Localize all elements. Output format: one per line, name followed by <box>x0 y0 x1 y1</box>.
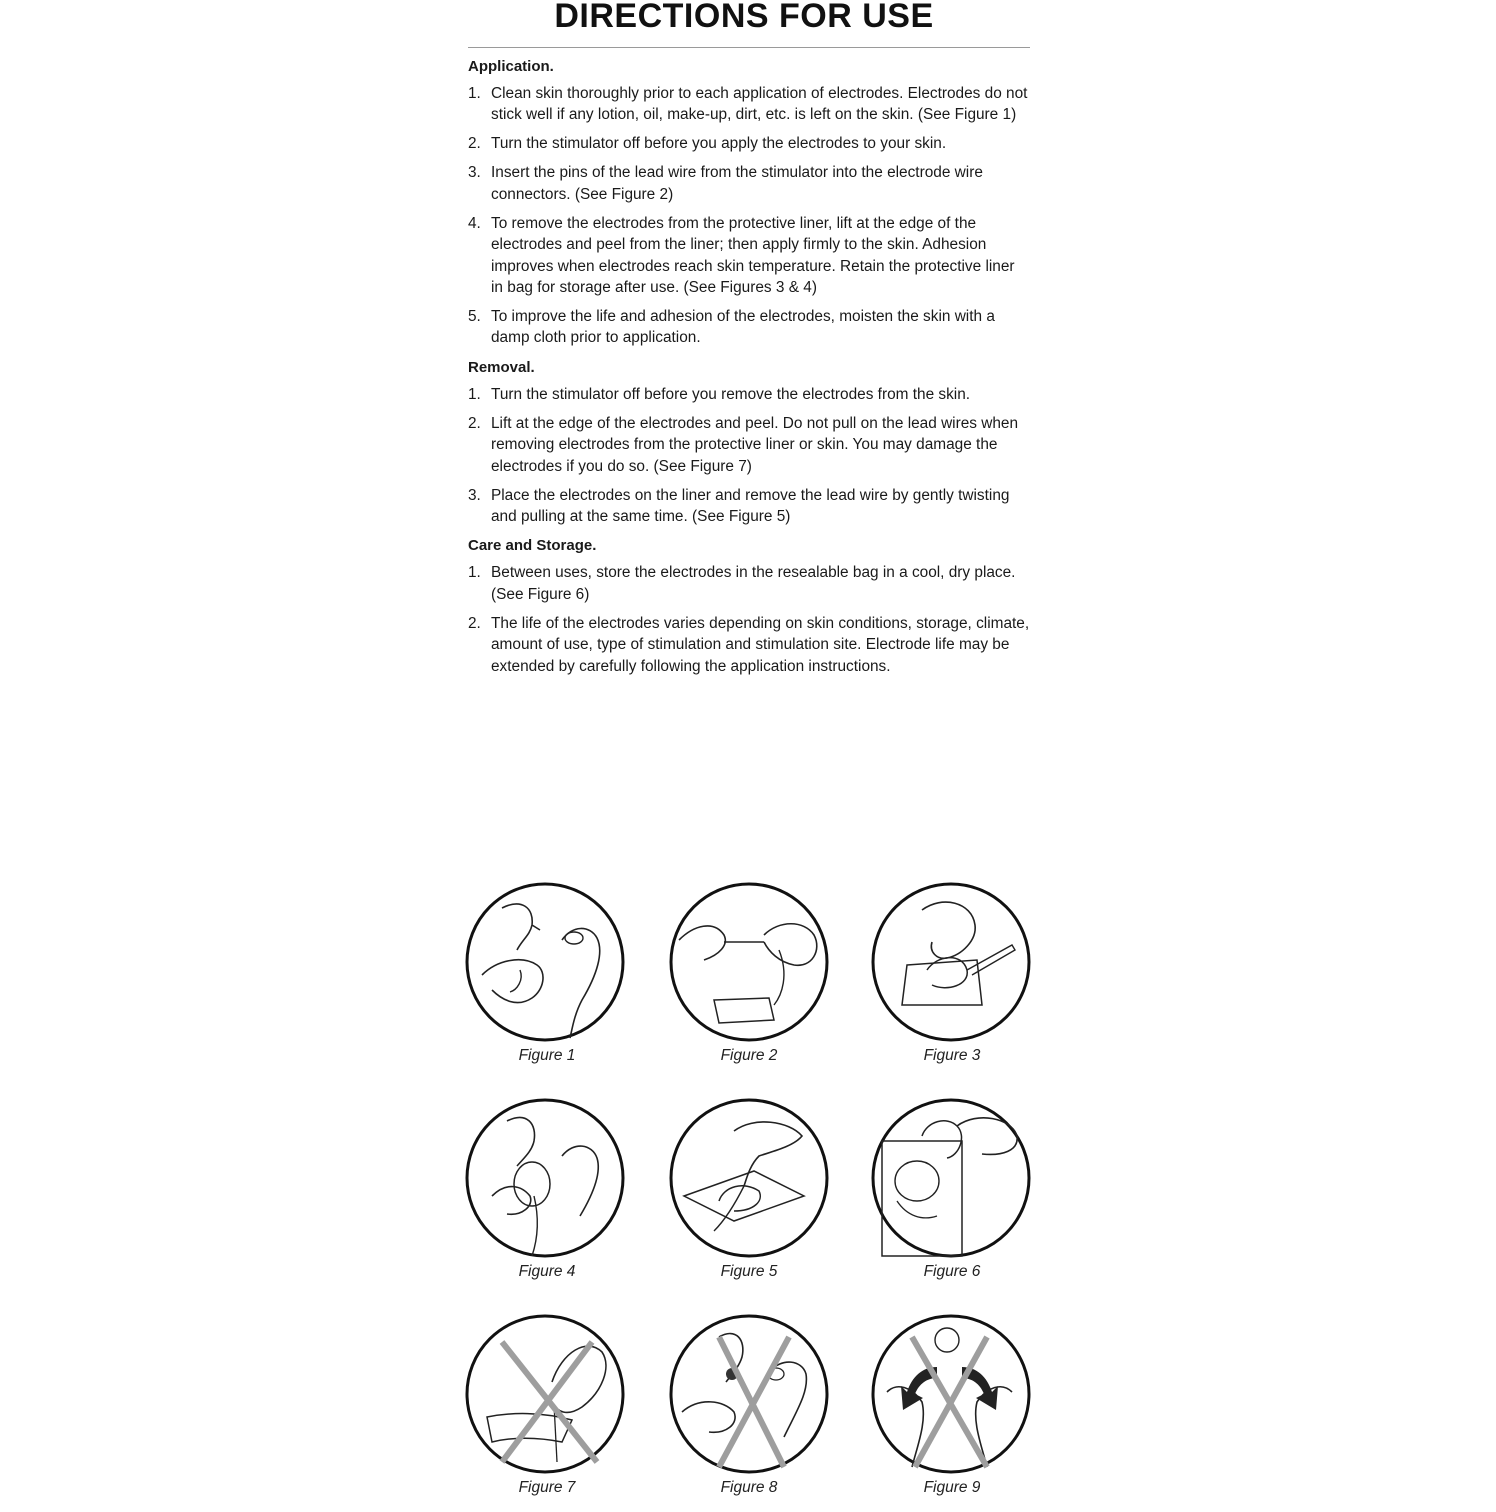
step-text: Insert the pins of the lead wire from the stimulator into the electrode wire connectors. (See Figure 2) <box>491 164 983 203</box>
step-number: 3. <box>468 486 481 504</box>
step-text: Turn the stimulator off before you remove the electrodes from the skin. <box>491 385 971 403</box>
step-text: Between uses, store the electrodes in the resealable bag in a cool, dry place. (See Figure 6) <box>491 564 1016 603</box>
peel-from-liner-illustration-icon <box>867 880 1037 1050</box>
step-text: Place the electrodes on the liner and remove the lead wire by gently twisting and pulling at the same time. (See Figure 5) <box>491 486 1010 526</box>
step-number: 2. <box>468 135 481 153</box>
figure-8 <box>664 1312 834 1512</box>
step-text: To remove the electrodes from the protective liner, lift at the edge of the electrodes and peel from the liner; then apply firmly to the skin. Adhesion improves when electrodes reach skin temperature. Retain the protective liner in bag for storage after use. (See Figures 3 & 4) <box>491 214 1015 297</box>
step-number: 1. <box>468 385 481 403</box>
list-item <box>468 384 1030 405</box>
apply-to-skin-illustration-icon <box>462 1096 632 1266</box>
wrong-direction-illustration-icon <box>867 1312 1037 1482</box>
section-application <box>468 57 1030 349</box>
step-number: 5. <box>468 308 481 326</box>
step-list <box>468 83 1030 349</box>
step-text: Clean skin thoroughly prior to each application of electrodes. Electrodes do not stick well if any lotion, oil, make-up, dirt, etc. is left on the skin. (See Figure 1) <box>491 85 1028 124</box>
figure-caption: Figure 5 <box>720 1263 778 1280</box>
list-item <box>468 306 1030 349</box>
list-item <box>468 485 1030 528</box>
section-care-storage <box>468 536 1030 677</box>
step-list <box>468 384 1030 528</box>
skin-cleaning-illustration-icon <box>462 880 632 1050</box>
lead-wire-insert-illustration-icon <box>664 880 834 1050</box>
storage-bag-illustration-icon <box>867 1096 1037 1266</box>
page-title: DIRECTIONS FOR USE <box>554 0 934 35</box>
figure-1 <box>462 880 632 1080</box>
instructions-column <box>468 0 1030 685</box>
figure-caption: Figure 1 <box>518 1047 576 1064</box>
remove-lead-wire-illustration-icon <box>664 1096 834 1266</box>
step-text: Turn the stimulator off before you apply the electrodes to your skin. <box>491 135 947 153</box>
step-list <box>468 562 1030 677</box>
figure-caption: Figure 8 <box>720 1479 778 1496</box>
figure-9 <box>867 1312 1037 1512</box>
figure-2 <box>664 880 834 1080</box>
figure-caption: Figure 2 <box>720 1047 778 1064</box>
step-number: 1. <box>468 564 481 582</box>
step-text: The life of the electrodes varies depending on skin conditions, storage, climate, amount of use, type of stimulation and stimulation site. Electrode life may be extended by carefully following the application instructions. <box>491 614 1030 675</box>
list-item <box>468 133 1030 154</box>
figure-4 <box>462 1096 632 1296</box>
step-number: 2. <box>468 414 481 432</box>
figure-3 <box>867 880 1037 1080</box>
figure-7 <box>462 1312 632 1512</box>
step-number: 4. <box>468 214 481 232</box>
figure-caption: Figure 3 <box>923 1047 981 1064</box>
title-divider <box>468 47 1030 48</box>
section-removal <box>468 358 1030 528</box>
list-item <box>468 562 1030 605</box>
list-item <box>468 83 1030 126</box>
step-number: 1. <box>468 85 481 102</box>
step-number: 2. <box>468 614 481 632</box>
section-heading: Care and Storage. <box>468 537 597 555</box>
list-item <box>468 613 1030 677</box>
figure-6 <box>867 1096 1037 1296</box>
figure-caption: Figure 7 <box>518 1479 576 1496</box>
pull-wire-wrong-illustration-icon <box>462 1312 632 1482</box>
step-number: 3. <box>468 164 481 182</box>
wrong-placement-illustration-icon <box>664 1312 834 1482</box>
figure-caption: Figure 6 <box>923 1263 981 1280</box>
step-text: To improve the life and adhesion of the electrodes, moisten the skin with a damp cloth prior to application. <box>491 308 995 347</box>
figure-5 <box>664 1096 834 1296</box>
section-heading: Application. <box>468 58 554 75</box>
section-heading: Removal. <box>468 358 535 376</box>
figure-caption: Figure 4 <box>518 1263 576 1280</box>
step-text: Lift at the edge of the electrodes and peel. Do not pull on the lead wires when removing electrodes from the protective liner or skin. You may damage the electrodes if you do so. (See Figure 7) <box>491 414 1019 475</box>
list-item <box>468 213 1030 299</box>
figure-caption: Figure 9 <box>923 1479 981 1496</box>
list-item <box>468 413 1030 477</box>
list-item <box>468 162 1030 205</box>
